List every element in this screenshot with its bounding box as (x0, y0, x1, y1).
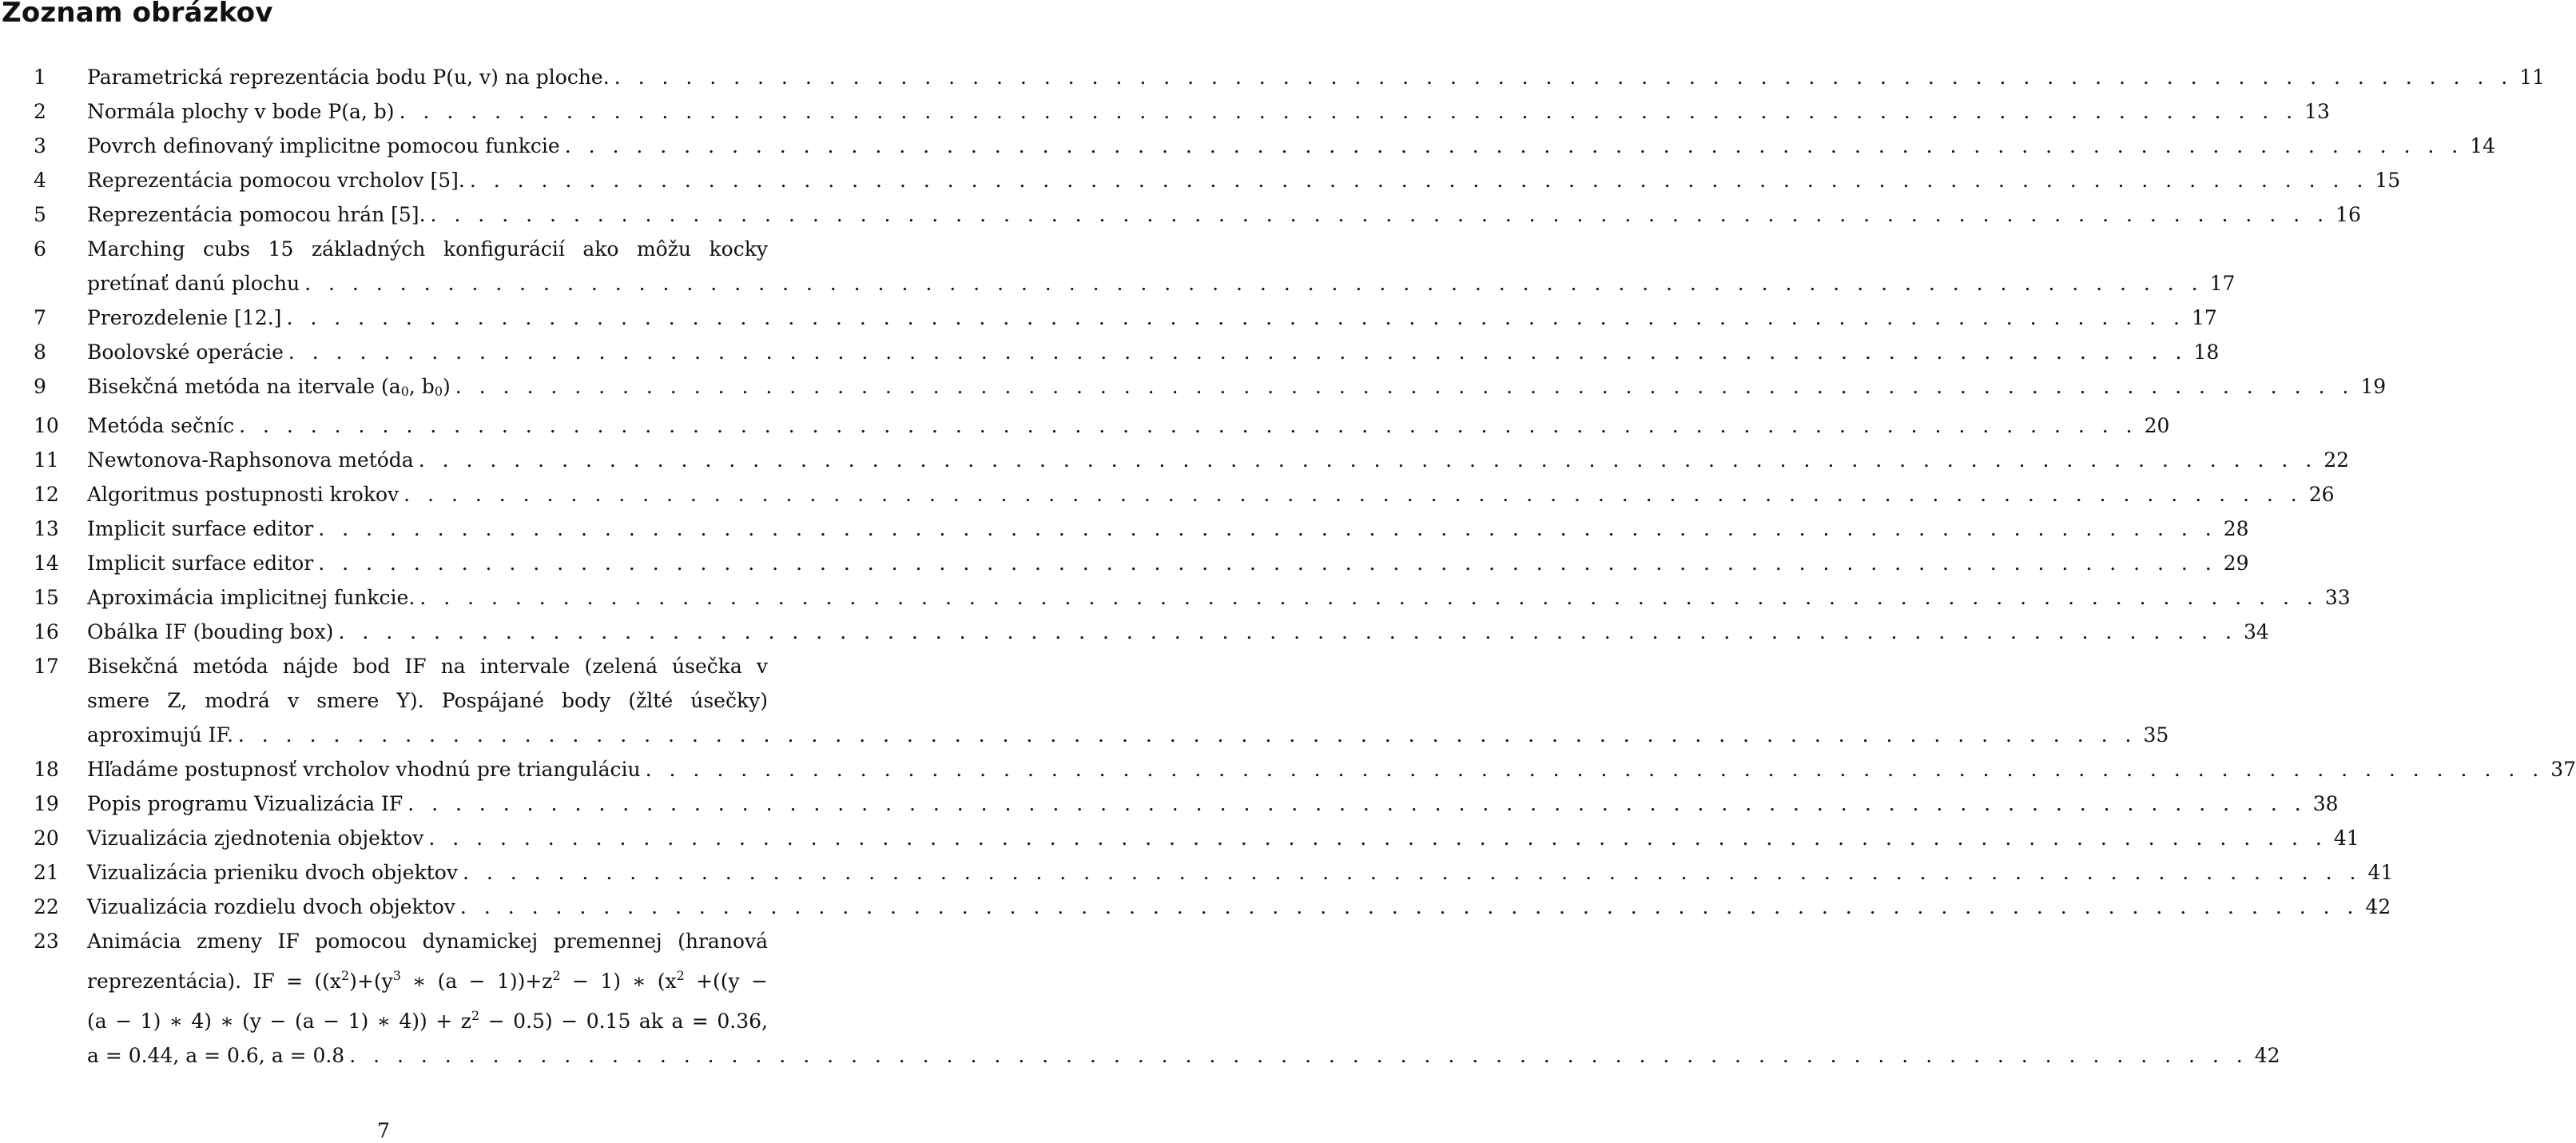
figure-number: 4 (34, 169, 46, 192)
figure-caption-line (87, 890, 2391, 924)
figure-caption-line (87, 94, 2330, 129)
dot-leader: . . . . . . . . . . . . . . . . . . . . . . . . . . . . . . . . . . . . . . . . . . . . . . . . . . . . . . . . . . . . . . . . . . . . . . . . . . . . . . . . (318, 517, 2217, 540)
figure-number: 10 (34, 414, 59, 437)
figure-number: 5 (34, 203, 46, 226)
figure-caption-text: Hľadáme postupnosť vrcholov vhodnú pre trianguláciu (87, 758, 641, 781)
figure-number: 13 (34, 517, 59, 540)
figure-caption-text: Parametrická reprezentácia bodu P(u, v) na ploche. (87, 66, 610, 89)
figure-number: 11 (34, 448, 59, 472)
figure-caption-line (87, 752, 2576, 787)
figure-page-number[interactable]: 37 (2550, 758, 2576, 781)
dot-leader: . . . . . . . . . . . . . . . . . . . . . . . . . . . . . . . . . . . . . . . . . . . . . . . . . . . . . . . . . . . . . . . . . . . . . . . . . . . . . . . . (418, 448, 2318, 472)
figure-entry[interactable] (0, 821, 2359, 855)
dot-leader: . . . . . . . . . . . . . . . . . . . . . . . . . . . . . . . . . . . . . . . . . . . . . . . . . . . . . . . . . . . . . . . . . . . . . . . . . . . . . . . . (288, 341, 2188, 364)
dot-leader: . . . . . . . . . . . . . . . . . . . . . . . . . . . . . . . . . . . . . . . . . . . . . . . . . . . . . . . . . . . . . . . . . . . . . . . . . . . . . . . . (237, 723, 2137, 747)
figure-caption-line (87, 369, 2387, 408)
page-number: 7 (377, 1119, 390, 1142)
figure-page-number[interactable]: 29 (2223, 552, 2249, 575)
figure-entry[interactable] (0, 335, 2220, 369)
figure-caption-line (87, 408, 2170, 443)
figure-caption-text: pretínať danú plochu (87, 272, 300, 295)
figure-caption-text: Implicit surface editor (87, 552, 314, 575)
figure-caption-text: smere Z, modrá v smere Y). Pospájané body (žlté úsečky) (87, 689, 768, 712)
figure-number: 22 (34, 895, 59, 918)
figure-caption-line (87, 335, 2220, 369)
dot-leader: . . . . . . . . . . . . . . . . . . . . . . . . . . . . . . . . . . . . . . . . . . . . . . . . . . . . . . . . . . . . . . . . . . . . . . . . . . . . . . . . (645, 758, 2545, 781)
figure-caption-line (87, 197, 2361, 232)
dot-leader: . . . . . . . . . . . . . . . . . . . . . . . . . . . . . . . . . . . . . . . . . . . . . . . . . . . . . . . . . . . . . . . . . . . . . . . . . . . . . . . . (407, 792, 2307, 815)
figure-caption-line (87, 855, 2394, 890)
figure-number: 1 (34, 66, 46, 89)
dot-leader: . . . . . . . . . . . . . . . . . . . . . . . . . . . . . . . . . . . . . . . . . . . . . . . . . . . . . . . . . . . . . . . . . . . . . . . . . . . . . . . . (469, 169, 2369, 192)
dot-leader: . . . . . . . . . . . . . . . . . . . . . . . . . . . . . . . . . . . . . . . . . . . . . . . . . . . . . . . . . . . . . . . . . . . . . . . . . . . . . . . . (564, 134, 2464, 157)
figure-caption-line (87, 924, 768, 958)
figure-entry[interactable] (0, 197, 2361, 232)
figure-caption-text: Bisekčná metóda na itervale (a0, b0) (87, 375, 451, 399)
figure-caption-text: a = 0.44, a = 0.6, a = 0.8 (87, 1044, 345, 1067)
figure-number: 8 (34, 341, 46, 364)
figure-page-number[interactable]: 26 (2308, 483, 2335, 506)
figure-caption-line (87, 958, 768, 998)
figure-caption-text: Prerozdelenie [12.] (87, 306, 282, 329)
figure-entry[interactable] (0, 408, 2170, 443)
figure-entry[interactable] (0, 94, 2330, 129)
figure-entry[interactable] (0, 649, 2169, 752)
figure-caption-line (87, 998, 768, 1038)
figure-caption-text: Aproximácia implicitnej funkcie. (87, 586, 415, 609)
figure-number: 16 (34, 620, 59, 643)
figure-page-number[interactable]: 19 (2360, 375, 2387, 398)
figure-page-number[interactable]: 34 (2243, 620, 2269, 643)
figure-entry[interactable] (0, 163, 2401, 197)
figure-entry[interactable] (0, 60, 2546, 94)
figure-number: 3 (34, 134, 46, 157)
dot-leader: . . . . . . . . . . . . . . . . . . . . . . . . . . . . . . . . . . . . . . . . . . . . . . . . . . . . . . . . . . . . . . . . . . . . . . . . . . . . . . . . (318, 552, 2217, 575)
figure-caption-line (87, 232, 768, 266)
dot-leader: . . . . . . . . . . . . . . . . . . . . . . . . . . . . . . . . . . . . . . . . . . . . . . . . . . . . . . . . . . . . . . . . . . . . . . . . . . . . . . . . (403, 483, 2303, 506)
figure-entry[interactable] (0, 512, 2249, 546)
figure-number: 20 (34, 826, 59, 850)
figure-number: 14 (34, 552, 59, 575)
figure-caption-line (87, 821, 2359, 855)
figure-page-number[interactable]: 38 (2312, 792, 2339, 815)
figure-caption-text: Popis programu Vizualizácia IF (87, 792, 403, 815)
dot-leader: . . . . . . . . . . . . . . . . . . . . . . . . . . . . . . . . . . . . . . . . . . . . . . . . . . . . . . . . . . . . . . . . . . . . . . . . . . . . . . . . (338, 620, 2237, 643)
figure-caption-text: Normála plochy v bode P(a, b) (87, 100, 395, 123)
figure-caption-line (87, 615, 2269, 649)
figure-caption-text: reprezentácia). IF = ($(x^2)+(y^3$ ∗ $(a - 1))+z^2 - 1$) ∗ ($x^2 +((y$ − (87, 968, 768, 993)
figure-caption-text: Implicit surface editor (87, 517, 314, 540)
figure-entry[interactable] (0, 890, 2391, 924)
figure-page-number[interactable]: 33 (2324, 586, 2351, 609)
figure-entry[interactable] (0, 787, 2339, 821)
figure-entry[interactable] (0, 129, 2496, 163)
figure-caption-line (87, 129, 2496, 163)
figure-caption-line (87, 163, 2401, 197)
figure-caption-text: Vizualizácia prieniku dvoch objektov (87, 861, 458, 884)
figure-page-number[interactable]: 14 (2470, 134, 2496, 157)
dot-leader: . . . . . . . . . . . . . . . . . . . . . . . . . . . . . . . . . . . . . . . . . . . . . . . . . . . . . . . . . . . . . . . . . . . . . . . . . . . . . . . . (459, 895, 2359, 918)
figure-caption-text: Animácia zmeny IF pomocou dynamickej premennej (hranová (87, 930, 768, 953)
figure-number: 23 (34, 930, 59, 953)
figure-page-number[interactable]: 15 (2375, 169, 2401, 192)
figure-caption-line (87, 1038, 2280, 1073)
figure-caption-text: Marching cubs 15 základných konfigurácií ako môžu kocky (87, 237, 768, 261)
figure-caption-text: Bisekčná metóda nájde bod IF na intervale (zelená úsečka v (87, 655, 768, 678)
figure-entry[interactable] (0, 924, 2280, 1073)
figure-entry[interactable] (0, 615, 2269, 649)
figure-caption-line (87, 266, 2236, 301)
dot-leader: . . . . . . . . . . . . . . . . . . . . . . . . . . . . . . . . . . . . . . . . . . . . . . . . . . . . . . . . . . . . . . . . . . . . . . . . . . . . . . . . (430, 203, 2330, 226)
figure-page-number[interactable]: 17 (2191, 306, 2217, 329)
figure-page-number[interactable]: 28 (2223, 517, 2249, 540)
figure-caption-line (87, 787, 2339, 821)
figure-caption-line (87, 60, 2546, 94)
figure-page-number[interactable]: 11 (2519, 66, 2546, 89)
figure-number: 17 (34, 655, 59, 678)
figure-caption-text: aproximujú IF. (87, 723, 233, 747)
figure-page-number[interactable]: 16 (2335, 203, 2361, 226)
figure-caption-text: Povrch definovaný implicitne pomocou funkcie (87, 134, 560, 157)
figure-entry[interactable] (0, 752, 2576, 787)
figure-caption-text: Vizualizácia rozdielu dvoch objektov (87, 895, 455, 918)
figure-entry[interactable] (0, 546, 2249, 580)
figure-caption-line (87, 512, 2249, 546)
figure-caption-text: Vizualizácia zjednotenia objektov (87, 826, 424, 850)
figure-caption-line (87, 718, 2169, 752)
figure-entry[interactable] (0, 232, 2236, 301)
dot-leader: . . . . . . . . . . . . . . . . . . . . . . . . . . . . . . . . . . . . . . . . . . . . . . . . . . . . . . . . . . . . . . . . . . . . . . . . . . . . . . . . (455, 375, 2355, 398)
figure-entry[interactable] (0, 301, 2217, 335)
figure-page-number[interactable]: 20 (2144, 414, 2170, 437)
dot-leader: . . . . . . . . . . . . . . . . . . . . . . . . . . . . . . . . . . . . . . . . . . . . . . . . . . . . . . . . . . . . . . . . . . . . . . . . . . . . . . . . (462, 861, 2362, 884)
figure-caption-text: Reprezentácia pomocou vrcholov [5]. (87, 169, 465, 192)
figure-page-number[interactable]: 42 (2254, 1044, 2280, 1067)
figure-number: 18 (34, 758, 59, 781)
figure-number: 19 (34, 792, 59, 815)
figure-caption-line (87, 477, 2335, 512)
figure-page-number[interactable]: 22 (2324, 448, 2350, 472)
figure-caption-text: Obálka IF (bouding box) (87, 620, 334, 643)
figure-caption-line (87, 683, 768, 718)
figure-number: 2 (34, 100, 46, 123)
figure-page-number[interactable]: 13 (2304, 100, 2330, 123)
figure-caption-line (87, 649, 768, 683)
figure-page-number[interactable]: 41 (2333, 826, 2359, 850)
figure-page-number[interactable]: 18 (2193, 341, 2220, 364)
page-title: Zoznam obrázkov (2, 0, 273, 29)
dot-leader: . . . . . . . . . . . . . . . . . . . . . . . . . . . . . . . . . . . . . . . . . . . . . . . . . . . . . . . . . . . . . . . . . . . . . . . . . . . . . . . . (399, 100, 2299, 123)
list-of-figures (0, 60, 2576, 1073)
dot-leader: . . . . . . . . . . . . . . . . . . . . . . . . . . . . . . . . . . . . . . . . . . . . . . . . . . . . . . . . . . . . . . . . . . . . . . . . . . . . . . . . (428, 826, 2328, 850)
dot-leader: . . . . . . . . . . . . . . . . . . . . . . . . . . . . . . . . . . . . . . . . . . . . . . . . . . . . . . . . . . . . . . . . . . . . . . . . . . . . . . . . (419, 586, 2319, 609)
figure-entry[interactable] (0, 580, 2351, 615)
figure-caption-line (87, 301, 2217, 335)
figure-number: 9 (34, 375, 46, 398)
figure-caption-line (87, 580, 2351, 615)
figure-number: 15 (34, 586, 59, 609)
figure-number: 12 (34, 483, 59, 506)
figure-caption-text: Reprezentácia pomocou hrán [5]. (87, 203, 426, 226)
figure-page-number[interactable]: 35 (2143, 723, 2169, 747)
figure-number: 21 (34, 861, 59, 884)
figure-entry[interactable] (0, 477, 2335, 512)
dot-leader: . . . . . . . . . . . . . . . . . . . . . . . . . . . . . . . . . . . . . . . . . . . . . . . . . . . . . . . . . . . . . . . . . . . . . . . . . . . . . . . . (304, 272, 2204, 295)
figure-number: 6 (34, 237, 46, 261)
figure-entry[interactable] (0, 369, 2387, 408)
figure-caption-text: Boolovské operácie (87, 341, 284, 364)
dot-leader: . . . . . . . . . . . . . . . . . . . . . . . . . . . . . . . . . . . . . . . . . . . . . . . . . . . . . . . . . . . . . . . . . . . . . . . . . . . . . . . . (349, 1044, 2248, 1067)
figure-page-number[interactable]: 42 (2365, 895, 2391, 918)
figure-entry[interactable] (0, 443, 2350, 477)
figure-page-number[interactable]: 41 (2367, 861, 2394, 884)
figure-caption-line (87, 546, 2249, 580)
dot-leader: . . . . . . . . . . . . . . . . . . . . . . . . . . . . . . . . . . . . . . . . . . . . . . . . . . . . . . . . . . . . . . . . . . . . . . . . . . . . . . . . (286, 306, 2185, 329)
figure-entry[interactable] (0, 855, 2394, 890)
figure-caption-text: Metóda sečníc (87, 414, 235, 437)
dot-leader: . . . . . . . . . . . . . . . . . . . . . . . . . . . . . . . . . . . . . . . . . . . . . . . . . . . . . . . . . . . . . . . . . . . . . . . . . . . . . . . . (239, 414, 2138, 437)
dot-leader: . . . . . . . . . . . . . . . . . . . . . . . . . . . . . . . . . . . . . . . . . . . . . . . . . . . . . . . . . . . . . . . . . . . . . . . . . . . . . . . . (614, 66, 2514, 89)
figure-number: 7 (34, 306, 46, 329)
figure-caption-text: (a − 1) ∗ 4) ∗ (y − (a − 1) ∗ $4)) + z^2 - 0.5) - 0.15$ ak a = 0.36, (87, 1008, 768, 1033)
figure-page-number[interactable]: 17 (2209, 272, 2236, 295)
figure-caption-text: Algoritmus postupnosti krokov (87, 483, 400, 506)
figure-caption-line (87, 443, 2350, 477)
figure-caption-text: Newtonova-Raphsonova metóda (87, 448, 414, 472)
